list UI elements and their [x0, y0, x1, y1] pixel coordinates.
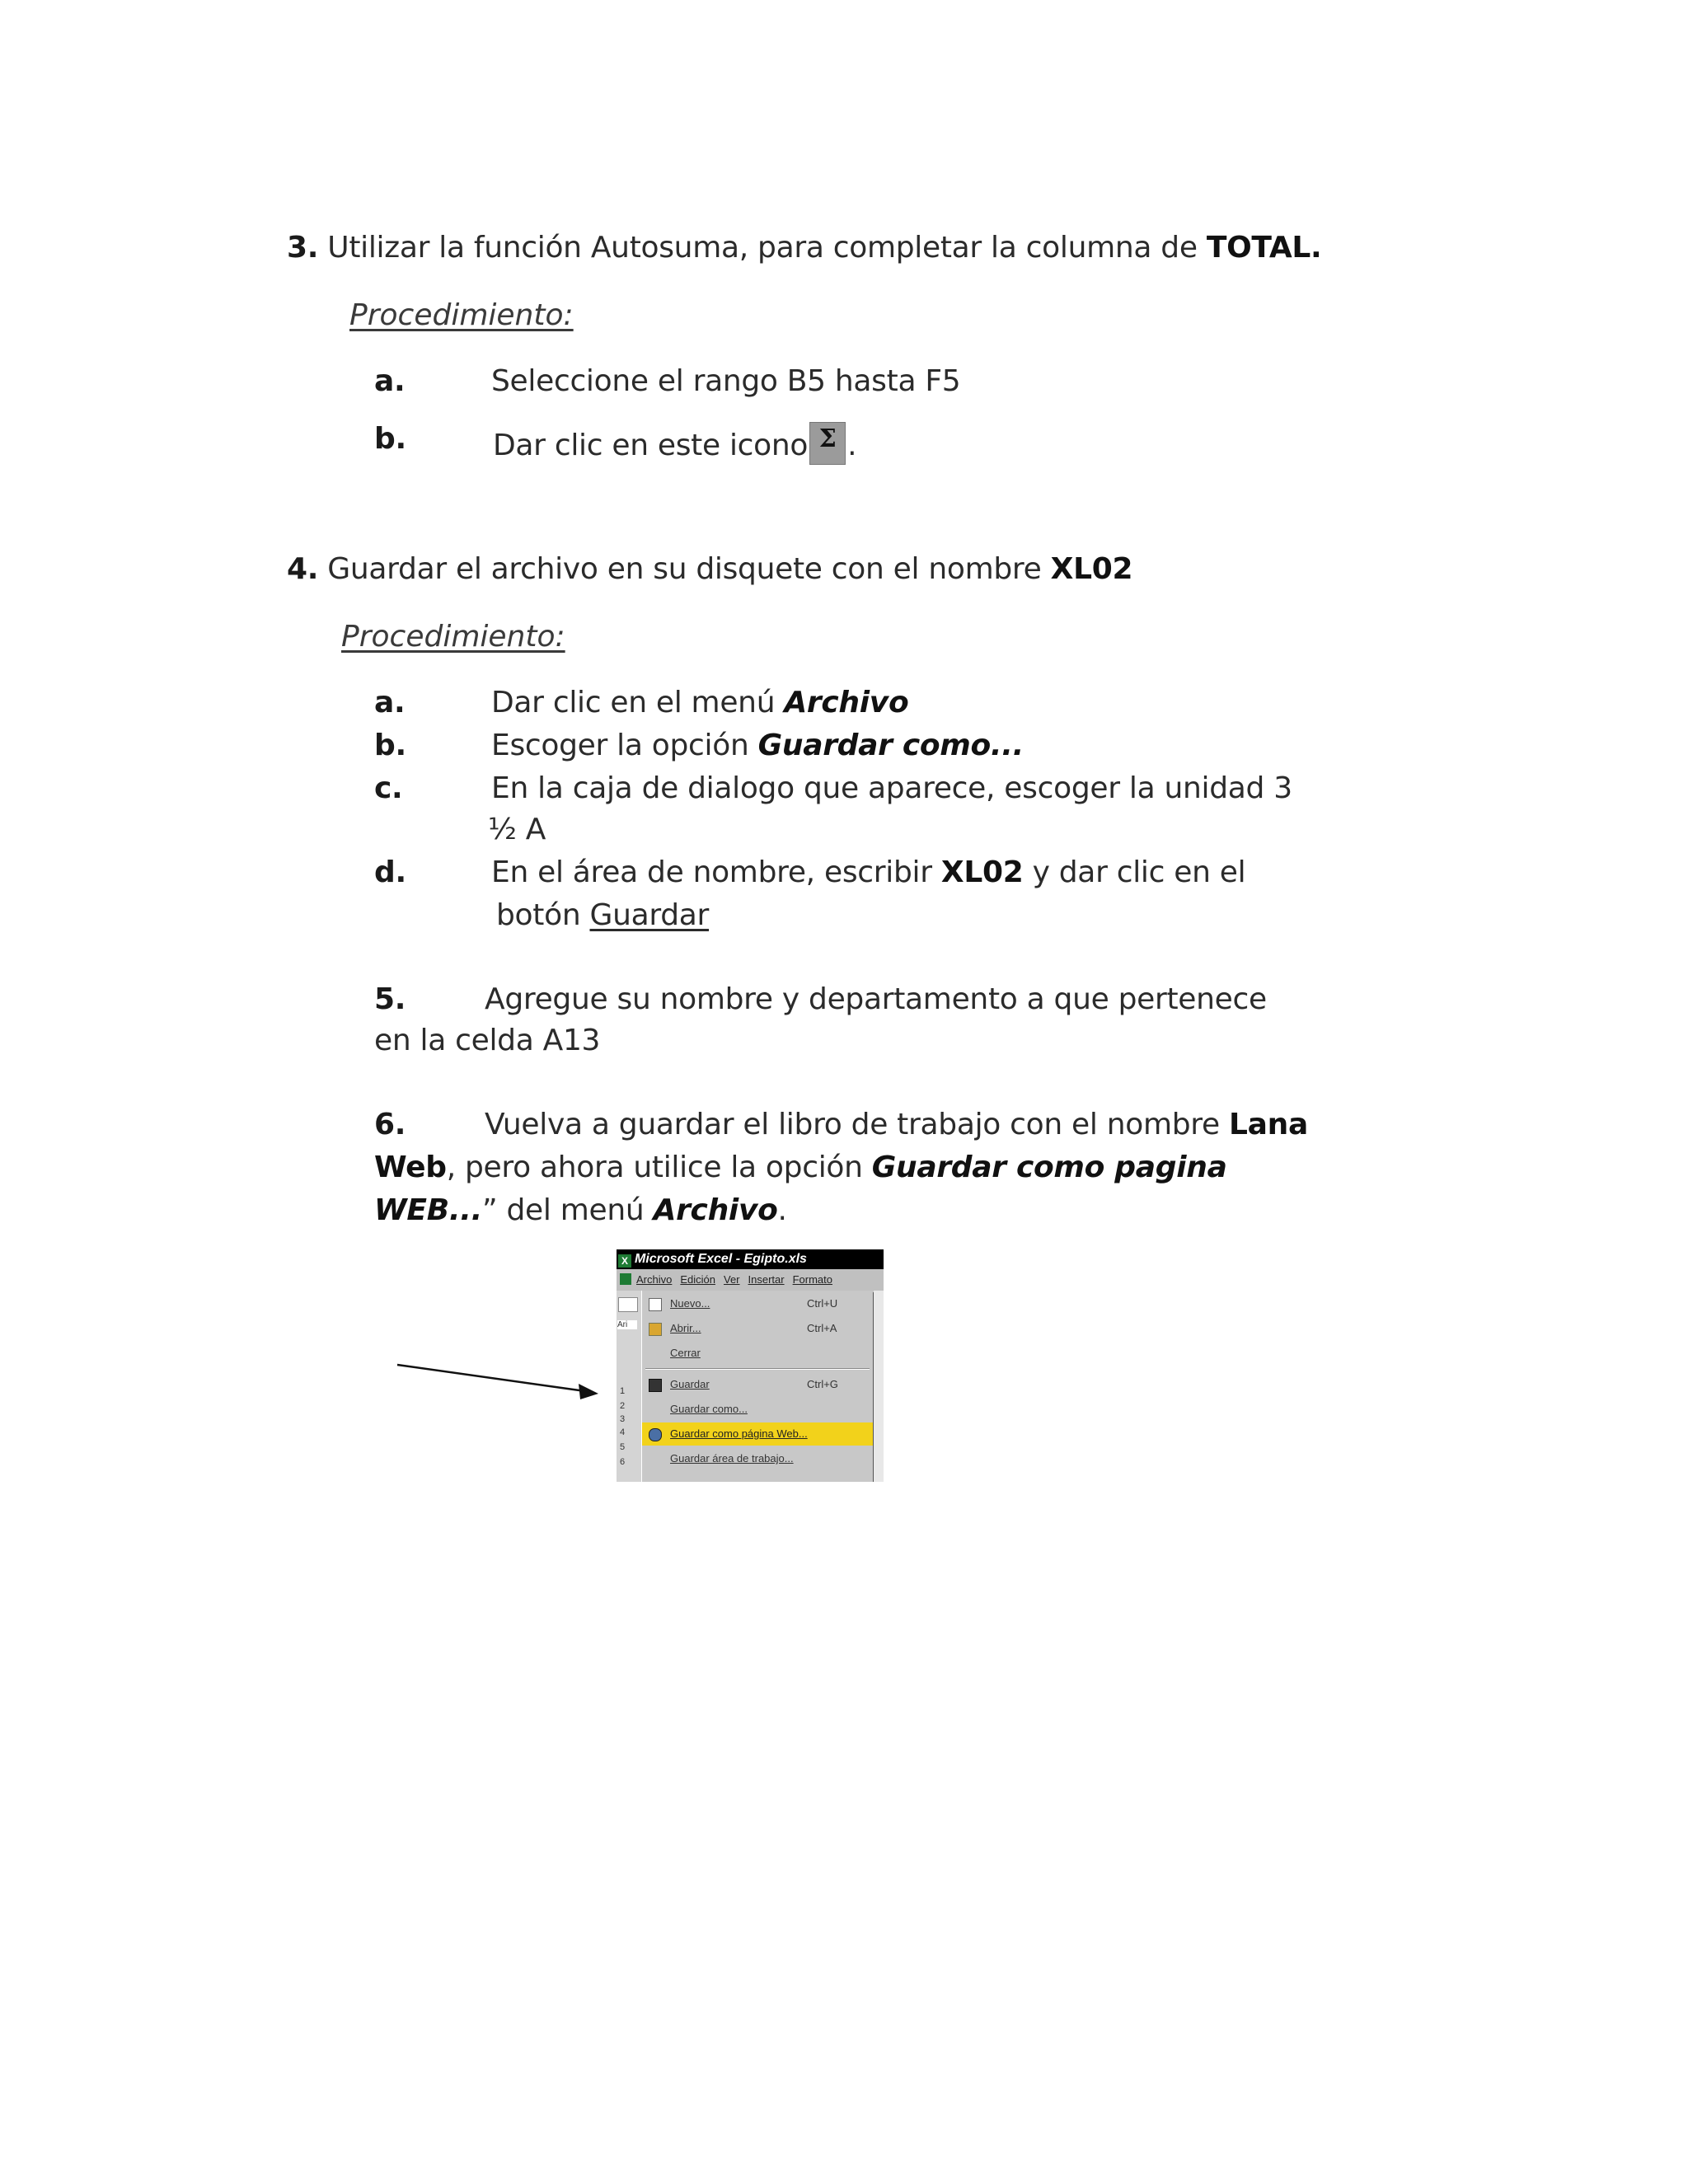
pointer-arrow-icon	[387, 1352, 610, 1401]
section-3-procedure-label: Procedimiento:	[349, 298, 574, 332]
section-4-step-d	[374, 855, 1246, 932]
excel-screenshot	[617, 1249, 884, 1482]
section-4-step-c	[374, 771, 1292, 846]
step-line	[491, 855, 1245, 889]
section-4-procedure-label: Procedimiento:	[341, 620, 565, 654]
section-5-line1: Agregue su nombre y departamento a que pertenece	[485, 982, 1267, 1016]
excel-title: Microsoft Excel - Egipto.xls	[635, 1252, 807, 1266]
menu-item-abrir[interactable]	[642, 1317, 873, 1340]
step-letter: b.	[374, 422, 406, 456]
menu-item-label: Cerrar	[670, 1347, 701, 1359]
section-4-bold: XL02	[1050, 552, 1133, 586]
guardar-button-text: Guardar	[589, 898, 710, 932]
menu-item-guardar-area-trabajo[interactable]	[642, 1447, 873, 1470]
step-text-line2: ½ A	[488, 813, 546, 846]
row-number: 2	[620, 1401, 626, 1411]
section-3-step-a	[374, 364, 961, 398]
excel-menu-bar	[617, 1269, 884, 1291]
step-letter: c.	[374, 771, 403, 805]
menu-insertar[interactable]: Insertar	[748, 1273, 785, 1286]
menu-item-label: Nuevo...	[670, 1297, 710, 1310]
section-4-number: 4.	[287, 552, 319, 586]
row-number: 3	[620, 1414, 626, 1424]
section-3-bold: TOTAL.	[1206, 231, 1322, 265]
menu-ver[interactable]: Ver	[724, 1273, 740, 1286]
menu-item-nuevo[interactable]	[642, 1292, 873, 1315]
menu-item-shortcut: Ctrl+U	[807, 1297, 838, 1310]
step-text: Dar clic en el menú	[491, 686, 785, 719]
section-4-step-a	[374, 686, 909, 719]
step-text-end: .	[847, 429, 857, 462]
name-box: Ari	[617, 1320, 637, 1329]
menu-item-label: Abrir...	[670, 1322, 701, 1334]
step-text: En la caja de dialogo que aparece, escoger la unidad 3	[491, 771, 1292, 805]
step-text: Seleccione el rango B5 hasta F5	[491, 364, 961, 398]
excel-sheet-edge	[874, 1291, 884, 1482]
excel-title-bar	[617, 1249, 884, 1269]
menu-item-shortcut: Ctrl+A	[807, 1322, 837, 1334]
section-6-text: .	[777, 1193, 787, 1227]
menu-formato[interactable]: Formato	[792, 1273, 832, 1286]
step-text: En el área de nombre, escribir	[491, 855, 941, 889]
step-text: Escoger la opción	[491, 729, 758, 762]
step-b-line	[493, 422, 856, 465]
section-3-text: Utilizar la función Autosuma, para completar la columna de	[327, 231, 1207, 265]
step-text: botón	[496, 898, 590, 932]
menu-item-label: Guardar como...	[670, 1403, 748, 1415]
step-letter: b.	[374, 729, 406, 762]
step-line2	[496, 898, 709, 932]
step-letter: a.	[374, 686, 406, 719]
menu-item-cerrar[interactable]	[642, 1342, 873, 1365]
menu-item-label: Guardar área de trabajo...	[670, 1452, 794, 1465]
section-6-number: 6.	[374, 1108, 406, 1141]
step-bold: XL02	[940, 855, 1024, 889]
section-3-number: 3.	[287, 231, 319, 265]
step-text: Dar clic en este icono	[493, 429, 809, 462]
section-3-step-b	[374, 422, 857, 462]
section-6	[374, 1108, 1308, 1227]
step-text-after: y dar clic en el	[1023, 855, 1246, 889]
guardar-como-text: Guardar como...	[757, 729, 1025, 762]
menu-separator	[645, 1368, 870, 1370]
menu-item-label: Guardar como página Web...	[670, 1427, 808, 1440]
menu-item-label: Guardar	[670, 1378, 710, 1390]
row-number: 4	[620, 1427, 626, 1437]
menu-item-guardar[interactable]	[642, 1373, 873, 1396]
section-6-line3	[374, 1193, 787, 1227]
excel-row-headers	[617, 1291, 641, 1482]
section-6-line2	[374, 1151, 1227, 1184]
excel-logo-icon: X	[618, 1254, 631, 1268]
section-5-number: 5.	[374, 982, 406, 1016]
section-6-bold-italic: WEB...	[374, 1193, 482, 1227]
step-letter: d.	[374, 855, 406, 889]
menu-item-guardar-como-pagina-web[interactable]	[642, 1422, 873, 1446]
section-6-bold: Web	[374, 1151, 447, 1184]
step-line	[491, 686, 908, 719]
row-number: 1	[620, 1386, 626, 1396]
new-file-icon	[649, 1298, 662, 1311]
row-number: 6	[620, 1457, 626, 1467]
section-4-heading	[287, 552, 1132, 586]
step-letter: a.	[374, 364, 406, 398]
section-6-line1	[485, 1108, 1308, 1141]
menu-item-shortcut: Ctrl+G	[807, 1378, 838, 1390]
open-folder-icon	[649, 1323, 662, 1336]
section-6-text: ” del menú	[481, 1193, 654, 1227]
section-6-bold-italic: Guardar como pagina	[871, 1151, 1227, 1184]
section-6-bold-italic: Archivo	[653, 1193, 778, 1227]
menu-edicion[interactable]: Edición	[680, 1273, 715, 1286]
section-5-line2: en la celda A13	[374, 1024, 601, 1057]
section-3-heading	[287, 231, 1321, 265]
step-line	[491, 729, 1024, 762]
save-disk-icon	[649, 1379, 662, 1392]
workbook-icon	[620, 1273, 631, 1285]
section-6-text: Vuelva a guardar el libro de trabajo con el nombre	[485, 1108, 1229, 1141]
menu-archivo-text: Archivo	[784, 686, 909, 719]
section-4-text: Guardar el archivo en su disquete con el nombre	[327, 552, 1051, 586]
section-6-text: , pero ahora utilice la opción	[446, 1151, 872, 1184]
archivo-dropdown-menu	[641, 1291, 873, 1482]
web-globe-icon	[649, 1428, 662, 1441]
section-4-step-b	[374, 729, 1025, 762]
autosum-sigma-icon[interactable]: Σ	[809, 422, 846, 465]
menu-archivo[interactable]: Archivo	[636, 1273, 673, 1286]
new-doc-icon	[618, 1297, 638, 1312]
row-number: 5	[620, 1442, 626, 1452]
menu-item-guardar-como[interactable]	[642, 1398, 873, 1421]
section-6-bold: Lana	[1228, 1108, 1308, 1141]
section-5	[374, 982, 1267, 1057]
